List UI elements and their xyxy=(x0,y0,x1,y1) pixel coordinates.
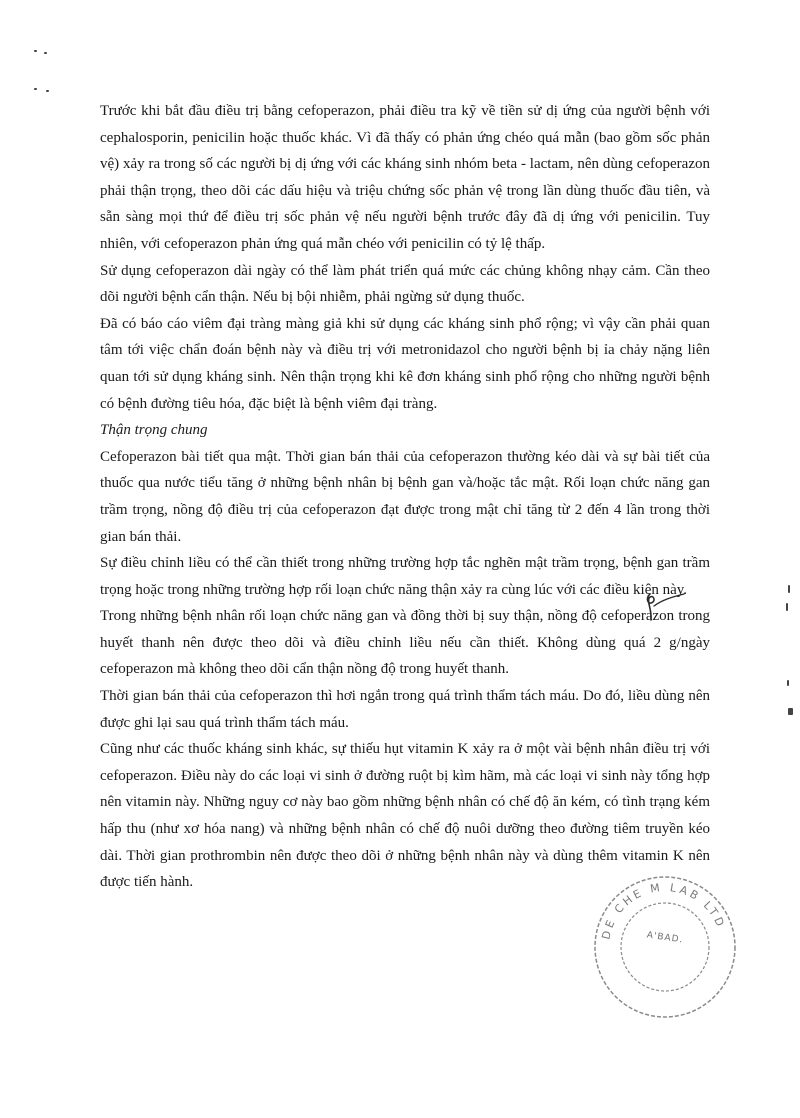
document-body xyxy=(100,98,710,896)
paragraph: Cũng như các thuốc kháng sinh khác, sự thiếu hụt vitamin K xảy ra ở một vài bệnh nhân điều trị với cefoperazon. Điều này do các loại vi sinh ở đường ruột bị kìm hãm, mà các loại vi sinh này tổng hợp nên vitamin này. Những nguy cơ này bao gồm những bệnh nhân có chế độ ăn kém, có tình trạng kém hấp thu (như xơ hóa nang) và những bệnh nhân có chế độ nuôi dưỡng theo đường tiêm truyền kéo dài. Thời gian prothrombin nên được theo dõi ở những bệnh nhân này và dùng thêm vitamin K nên được tiến hành. xyxy=(100,741,710,891)
scan-mark xyxy=(788,708,793,715)
scan-mark xyxy=(46,90,49,92)
svg-text:DE CHE M LAB LTD xyxy=(599,881,727,941)
paragraph: Đã có báo cáo viêm đại tràng màng giả khi sử dụng các kháng sinh phổ rộng; vì vậy cần phải quan tâm tới việc chẩn đoán bệnh này và điều trị với metronidazol cho người bệnh bị ỉa chảy nặng liên quan tới sử dụng kháng sinh. Nên thận trọng khi kê đơn kháng sinh phổ rộng cho những người bệnh có bệnh đường tiêu hóa, đặc biệt là bệnh viêm đại tràng. xyxy=(100,315,710,412)
scan-mark xyxy=(788,585,790,593)
section-heading: Thận trọng chung xyxy=(100,422,208,439)
signature xyxy=(640,590,688,626)
paragraph: Cefoperazon bài tiết qua mật. Thời gian bán thải của cefoperazon thường kéo dài và sự bài tiết của thuốc qua nước tiểu tăng ở những bệnh nhân bị bệnh gan và/hoặc tắc mật. Rối loạn chức năng gan trầm trọng, nồng độ điều trị của cefoperazon đạt được trong mật chỉ tăng từ 2 đến 4 lần trong thời gian bán thải. xyxy=(100,448,710,545)
stamp-center-text: A'BAD. xyxy=(646,930,684,946)
scan-mark xyxy=(34,50,37,52)
paragraph: Sự điều chỉnh liều có thể cần thiết trong những trường hợp tắc nghẽn mật trầm trọng, bệnh gan trầm trọng hoặc trong những trường hợp rối loạn chức năng thận xảy ra cùng lúc với các điều kiện này. xyxy=(100,555,710,598)
paragraph: Sử dụng cefoperazon dài ngày có thể làm phát triển quá mức các chủng không nhạy cảm. Cần theo dõi người bệnh cẩn thận. Nếu bị bội nhiễm, phải ngừng sử dụng thuốc. xyxy=(100,262,710,306)
company-stamp xyxy=(590,872,740,1022)
paragraph: Thời gian bán thải của cefoperazon thì hơi ngắn trong quá trình thẩm tách máu. Do đó, liều dùng nên được ghi lại sau quá trình thẩm tách máu. xyxy=(100,688,710,731)
stamp-ring-text: DE CHE M LAB LTD xyxy=(599,880,728,941)
paragraph: Trong những bệnh nhân rối loạn chức năng gan và đồng thời bị suy thận, nồng độ cefoperazon trong huyết thanh nên được theo dõi và điều chỉnh liều nếu cần thiết. Không dùng quá 2 g/ngày cefoperazon mà không theo dõi cẩn thận nồng độ trong huyết thanh. xyxy=(100,608,710,678)
scan-mark xyxy=(44,52,47,54)
scan-mark xyxy=(786,603,788,611)
scan-mark xyxy=(34,88,37,90)
scan-mark xyxy=(787,680,789,686)
paragraph: Trước khi bắt đầu điều trị bằng cefoperazon, phải điều tra kỹ về tiền sử dị ứng của người bệnh với cephalosporin, penicilin hoặc thuốc khác. Vì đã thấy có phản ứng chéo quá mẫn (bao gồm sốc phản vệ) xảy ra trong số các người bị dị ứng với các kháng sinh nhóm beta - lactam, nên dùng cefoperazon phải thận trọng, theo dõi các dấu hiệu và triệu chứng sốc phản vệ trong lần dùng thuốc đầu tiên, và sẵn sàng mọi thứ để điều trị sốc phản vệ nếu người bệnh trước đây đã dị ứng với penicilin. Tuy nhiên, với cefoperazon phản ứng quá mẫn chéo với penicilin có tỷ lệ thấp. xyxy=(100,103,710,252)
